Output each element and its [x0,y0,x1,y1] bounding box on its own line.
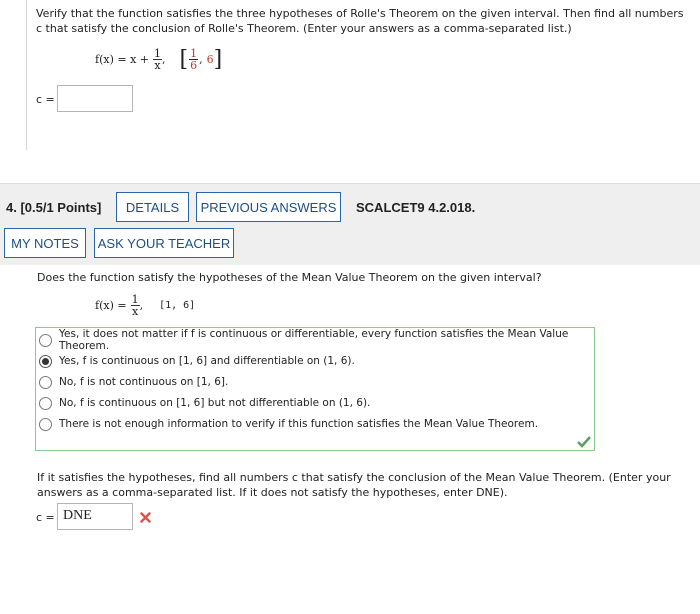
q3-interval-frac [189,48,198,71]
q4-fraction [131,294,140,317]
correct-check-icon [577,436,591,448]
radio-button[interactable] [39,334,52,347]
q4-interval: [1, 6] [159,300,196,311]
choice-text: No, f is not continuous on [1, 6]. [59,376,229,388]
q3-c-label: c = [36,93,55,106]
q3-frac-den: x [154,59,161,72]
radio-button-selected[interactable] [39,355,52,368]
q3-int-end: 6 [206,53,214,66]
q4-choices-group [35,327,595,451]
q3-frac-num: 1 [154,47,161,60]
choice-text: No, f is continuous on [1, 6] but not differentiable on (1, 6). [59,397,371,409]
my-notes-button[interactable]: MY NOTES [4,228,86,258]
radio-button[interactable] [39,418,52,431]
q4-comma: , [139,299,144,312]
q4-function [95,294,195,317]
q3-comma: , [162,53,166,66]
choice-option[interactable] [39,394,370,412]
choice-text: Yes, f is continuous on [1, 6] and differentiable on (1, 6). [59,355,355,367]
q3-int-frac-num: 1 [190,47,198,60]
previous-answers-button[interactable]: PREVIOUS ANSWERS [196,192,341,222]
q4-answer-input[interactable]: DNE [57,503,133,530]
q3-int-frac-den: 6 [190,59,198,72]
radio-button[interactable] [39,376,52,389]
q3-prompt: Verify that the function satisfies the three hypotheses of Rolle's Theorem on the given interval. Then find all numbers c that satisfy the conclusion of Rolle's Theorem. (Enter your answers as a comma-separated list.) [36,7,684,35]
q4-frac-den: x [131,305,139,318]
choice-option[interactable] [39,373,228,391]
q3-fraction [153,48,162,71]
q4-number-label: 4. [0.5/1 Points] [6,200,102,215]
choice-option[interactable] [39,352,355,370]
radio-button[interactable] [39,397,52,410]
q4-fx-label: f(x) = [95,299,127,312]
q4-c-label: c = [36,511,55,524]
incorrect-x-icon [140,512,151,523]
q3-interval-open: [ [179,46,189,72]
q4-assignment-code: SCALCET9 4.2.018. [356,200,476,215]
q4-frac-num: 1 [131,293,139,306]
q3-interval-close: ] [213,46,223,72]
q3-function [95,48,222,71]
choice-text: There is not enough information to verify if this function satisfies the Mean Value Theorem. [59,418,539,430]
q3-fx-label: f(x) = x + [95,53,149,66]
ask-your-teacher-button[interactable]: ASK YOUR TEACHER [94,228,234,258]
q4-prompt: Does the function satisfy the hypotheses of the Mean Value Theorem on the given interval? [37,271,542,284]
q3-answer-input[interactable] [57,85,133,112]
choice-option[interactable] [39,415,538,433]
choice-text: Yes, it does not matter if f is continuous or differentiable, every function satisfies the Mean Value Theorem. [59,328,569,352]
q3-int-sep: , [199,53,203,66]
details-button[interactable]: DETAILS [116,192,189,222]
choice-option[interactable] [39,328,594,352]
q4-followup-prompt: If it satisfies the hypotheses, find all numbers c that satisfy the conclusion of the Mean Value Theorem. (Enter your answers as a comma-separated list. If it does not satisfy the hypotheses, enter DNE). [37,471,671,499]
